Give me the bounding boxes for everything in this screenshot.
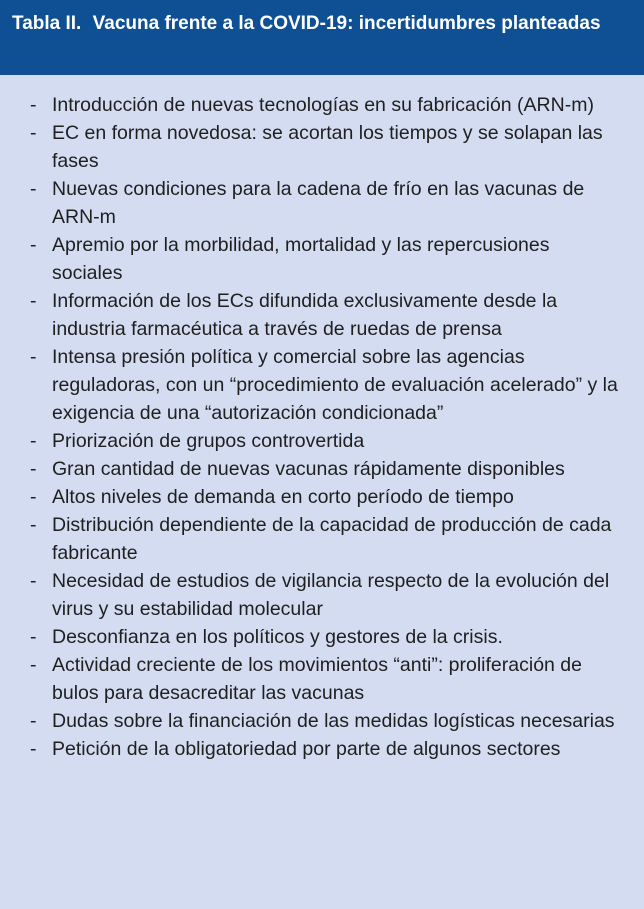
table-number: Tabla II. — [12, 13, 82, 34]
bullet-dash: - — [30, 234, 37, 256]
uncertainties-list — [0, 75, 644, 763]
list-item — [30, 343, 624, 427]
list-item-text: Petición de la obligatoriedad por parte de algunos sectores — [52, 738, 561, 760]
list-item-text: Priorización de grupos controvertida — [52, 430, 365, 452]
list-item — [30, 623, 624, 651]
list-item-text: Altos niveles de demanda en corto período de tiempo — [52, 486, 514, 508]
list-item — [30, 567, 624, 623]
bullet-dash: - — [30, 178, 37, 200]
list-item — [30, 287, 624, 343]
list-item — [30, 91, 624, 119]
bullet-dash: - — [30, 738, 37, 760]
list-item-text: Apremio por la morbilidad, mortalidad y las repercusiones sociales — [52, 234, 550, 284]
bullet-dash: - — [30, 710, 37, 732]
list-item — [30, 119, 624, 175]
list-item — [30, 427, 624, 455]
list-item — [30, 483, 624, 511]
bullet-dash: - — [30, 430, 37, 452]
list-item-text: Intensa presión política y comercial sobre las agencias reguladoras, con un “procedimiento de evaluación acelerado” y la exigencia de una “autorización condicionada” — [52, 346, 618, 424]
list-item-text: Gran cantidad de nuevas vacunas rápidamente disponibles — [52, 458, 565, 480]
list-item — [30, 707, 624, 735]
bullet-dash: - — [30, 346, 37, 368]
list-item-text: Distribución dependiente de la capacidad de producción de cada fabricante — [52, 514, 612, 564]
list-item — [30, 455, 624, 483]
list-item-text: Nuevas condiciones para la cadena de frío en las vacunas de ARN-m — [52, 178, 585, 228]
table-header — [0, 0, 644, 75]
bullet-dash: - — [30, 570, 37, 592]
bullet-dash: - — [30, 654, 37, 676]
bullet-dash: - — [30, 458, 37, 480]
list-item — [30, 511, 624, 567]
bullet-dash: - — [30, 94, 37, 116]
bullet-dash: - — [30, 486, 37, 508]
list-item-text: Información de los ECs difundida exclusivamente desde la industria farmacéutica a través de ruedas de prensa — [52, 290, 558, 340]
bullet-dash: - — [30, 122, 37, 144]
list-item — [30, 651, 624, 707]
list-item — [30, 735, 624, 763]
bullet-dash: - — [30, 514, 37, 536]
bullet-dash: - — [30, 626, 37, 648]
table-title: Vacuna frente a la COVID-19: incertidumbres planteadas — [92, 13, 601, 34]
list-item-text: Desconfianza en los políticos y gestores de la crisis. — [52, 626, 503, 648]
list-item-text: EC en forma novedosa: se acortan los tiempos y se solapan las fases — [52, 122, 603, 172]
list-item-text: Introducción de nuevas tecnologías en su fabricación (ARN-m) — [52, 94, 594, 116]
bullet-dash: - — [30, 290, 37, 312]
list-item — [30, 231, 624, 287]
list-item — [30, 175, 624, 231]
list-item-text: Dudas sobre la financiación de las medidas logísticas necesarias — [52, 710, 615, 732]
list-item-text: Necesidad de estudios de vigilancia respecto de la evolución del virus y su estabilidad molecular — [52, 570, 610, 620]
list-item-text: Actividad creciente de los movimientos “anti”: proliferación de bulos para desacreditar las vacunas — [52, 654, 582, 704]
